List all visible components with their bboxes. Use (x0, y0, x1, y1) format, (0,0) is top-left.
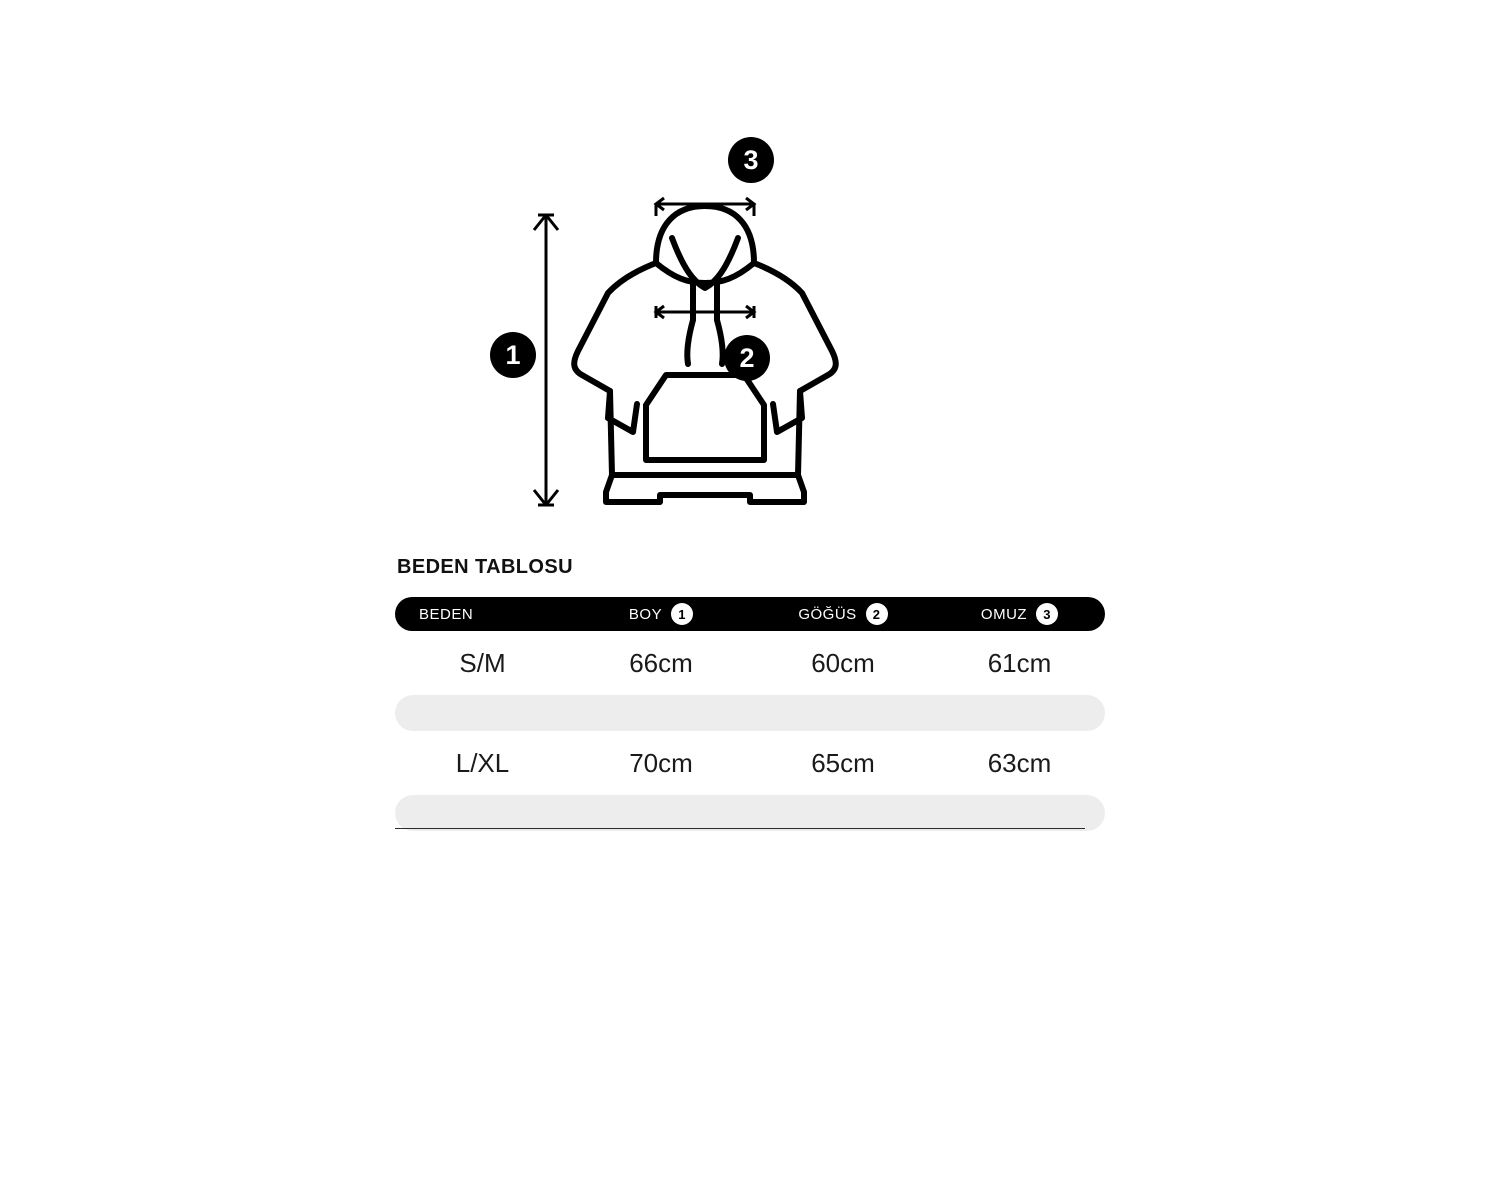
size-table (395, 597, 1105, 831)
marker-3-shoulder: 3 (728, 137, 774, 183)
bottom-divider (395, 828, 1085, 829)
column-label-omuz: OMUZ (980, 605, 1028, 623)
cell-beden: S/M (459, 647, 506, 678)
table-stripe-row (395, 695, 1105, 731)
size-table-title: BEDEN TABLOSU (397, 556, 573, 578)
table-row (395, 731, 1105, 795)
cell-gogus: 65cm (811, 747, 875, 778)
marker-2-chest: 2 (724, 335, 770, 381)
column-label-boy: BOY (628, 605, 663, 623)
size-table-header (395, 597, 1105, 631)
badge-1-icon: 1 (671, 603, 693, 625)
hoodie-diagram (460, 120, 940, 520)
marker-1-length: 1 (490, 332, 536, 378)
cell-beden: L/XL (455, 747, 510, 778)
column-header-beden (395, 597, 570, 631)
badge-2-icon: 2 (866, 603, 888, 625)
column-label-beden: BEDEN (419, 605, 474, 623)
cell-boy: 66cm (629, 647, 693, 678)
column-header-gogus (752, 597, 934, 631)
column-header-boy (570, 597, 752, 631)
table-header-row (395, 597, 1105, 631)
column-label-gogus: GÖĞÜS (798, 605, 857, 623)
cell-gogus: 60cm (811, 647, 875, 678)
badge-3-icon: 3 (1036, 603, 1058, 625)
cell-omuz: 61cm (987, 647, 1052, 678)
cell-boy: 70cm (629, 747, 693, 778)
column-header-omuz (934, 597, 1105, 631)
size-table-section (395, 556, 1105, 831)
table-row (395, 631, 1105, 695)
table-stripe-row (395, 795, 1105, 831)
size-table-body (395, 631, 1105, 831)
cell-omuz: 63cm (987, 747, 1052, 778)
hoodie-illustration-svg (460, 120, 940, 520)
